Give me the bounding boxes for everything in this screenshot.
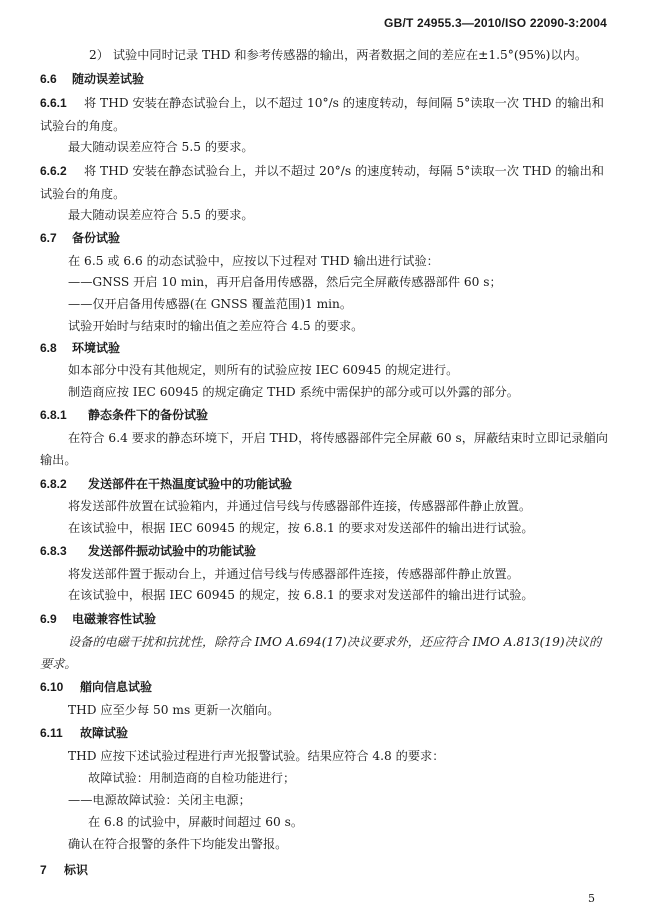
section-number: 6.10: [40, 680, 64, 694]
paragraph: 将 THD 安装在静态试验台上，并以不超过 20°/s 的速度转动，每隔 5°读取一次 THD 的输出和: [84, 164, 604, 178]
paragraph: THD 应至少每 50 ms 更新一次艏向。: [68, 703, 280, 717]
paragraph: 要求。: [40, 657, 77, 671]
section-number: 6.8.3: [40, 544, 67, 558]
list-item: ——电源故障试验：关闭主电源；: [68, 793, 251, 807]
paragraph: 如本部分中没有其他规定，则所有的试验应按 IEC 60945 的规定进行。: [68, 363, 459, 377]
paragraph: 将发送部件置于振动台上，并通过信号线与传感器部件连接，传感器部件静止放置。: [68, 567, 519, 581]
paragraph: 在该试验中，根据 IEC 60945 的规定，按 6.8.1 的要求对发送部件的输出进行试验。: [68, 588, 534, 602]
standard-number-header: GB/T 24955.3—2010/ISO 22090-3:2004: [384, 16, 607, 30]
page-number: 5: [588, 892, 595, 905]
section-number: 6.8: [40, 341, 57, 355]
section-title: 标识: [64, 863, 89, 877]
section-number: 7: [40, 863, 47, 877]
paragraph: 输出。: [40, 453, 77, 467]
section-title: 发送部件在干热温度试验中的功能试验: [88, 477, 293, 491]
section-title: 电磁兼容性试验: [72, 612, 157, 626]
paragraph: 确认在符合报警的条件下均能发出警报。: [68, 837, 288, 851]
section-title: 备份试验: [72, 231, 121, 245]
list-item: 在 6.8 的试验中，屏蔽时间超过 60 s。: [88, 815, 304, 829]
section-number: 6.6.2: [40, 164, 67, 178]
section-number: 6.6: [40, 72, 57, 86]
section-title: 环境试验: [72, 341, 121, 355]
section-title: 静态条件下的备份试验: [88, 408, 209, 422]
paragraph: 最大随动误差应符合 5.5 的要求。: [68, 208, 254, 222]
list-item: ——GNSS 开启 10 min，再开启备用传感器，然后完全屏蔽传感器部件 60 s；: [68, 275, 502, 289]
list-item: ——仅开启备用传感器(在 GNSS 覆盖范围)1 min。: [68, 297, 353, 311]
paragraph: 将 THD 安装在静态试验台上，以不超过 10°/s 的速度转动，每间隔 5°读取一次 THD 的输出和: [84, 96, 604, 110]
section-number: 6.8.1: [40, 408, 67, 422]
paragraph: 设备的电磁干扰和抗扰性，除符合 IMO A.694(17)决议要求外，还应符合 IMO A.813(19)决议的: [68, 635, 602, 649]
paragraph: 试验台的角度。: [40, 119, 126, 133]
section-title: 艏向信息试验: [80, 680, 153, 694]
section-number: 6.11: [40, 726, 63, 740]
section-title: 故障试验: [80, 726, 129, 740]
section-title: 随动误差试验: [72, 72, 145, 86]
section-number: 6.6.1: [40, 96, 67, 110]
section-number: 6.7: [40, 231, 57, 245]
paragraph: 制造商应按 IEC 60945 的规定确定 THD 系统中需保护的部分或可以外露的部分。: [68, 385, 519, 399]
paragraph: 最大随动误差应符合 5.5 的要求。: [68, 140, 254, 154]
paragraph: 2） 试验中同时记录 THD 和参考传感器的输出，两者数据之间的差应在±1.5°(95%)以内。: [89, 48, 588, 62]
paragraph: 试验台的角度。: [40, 187, 126, 201]
paragraph: 试验开始时与结束时的输出值之差应符合 4.5 的要求。: [68, 319, 364, 333]
paragraph: 在符合 6.4 要求的静态环境下，开启 THD，将传感器部件完全屏蔽 60 s，屏蔽结束时立即记录艏向: [68, 431, 608, 445]
section-number: 6.8.2: [40, 477, 67, 491]
paragraph: THD 应按下述试验过程进行声光报警试验。结果应符合 4.8 的要求：: [68, 749, 445, 763]
paragraph: 在该试验中，根据 IEC 60945 的规定，按 6.8.1 的要求对发送部件的输出进行试验。: [68, 521, 534, 535]
section-title: 发送部件振动试验中的功能试验: [88, 544, 257, 558]
paragraph: 将发送部件放置在试验箱内，并通过信号线与传感器部件连接，传感器部件静止放置。: [68, 499, 532, 513]
section-number: 6.9: [40, 612, 57, 626]
list-item: 故障试验：用制造商的自检功能进行；: [88, 771, 296, 785]
paragraph: 在 6.5 或 6.6 的动态试验中，应按以下过程对 THD 输出进行试验：: [68, 254, 439, 268]
